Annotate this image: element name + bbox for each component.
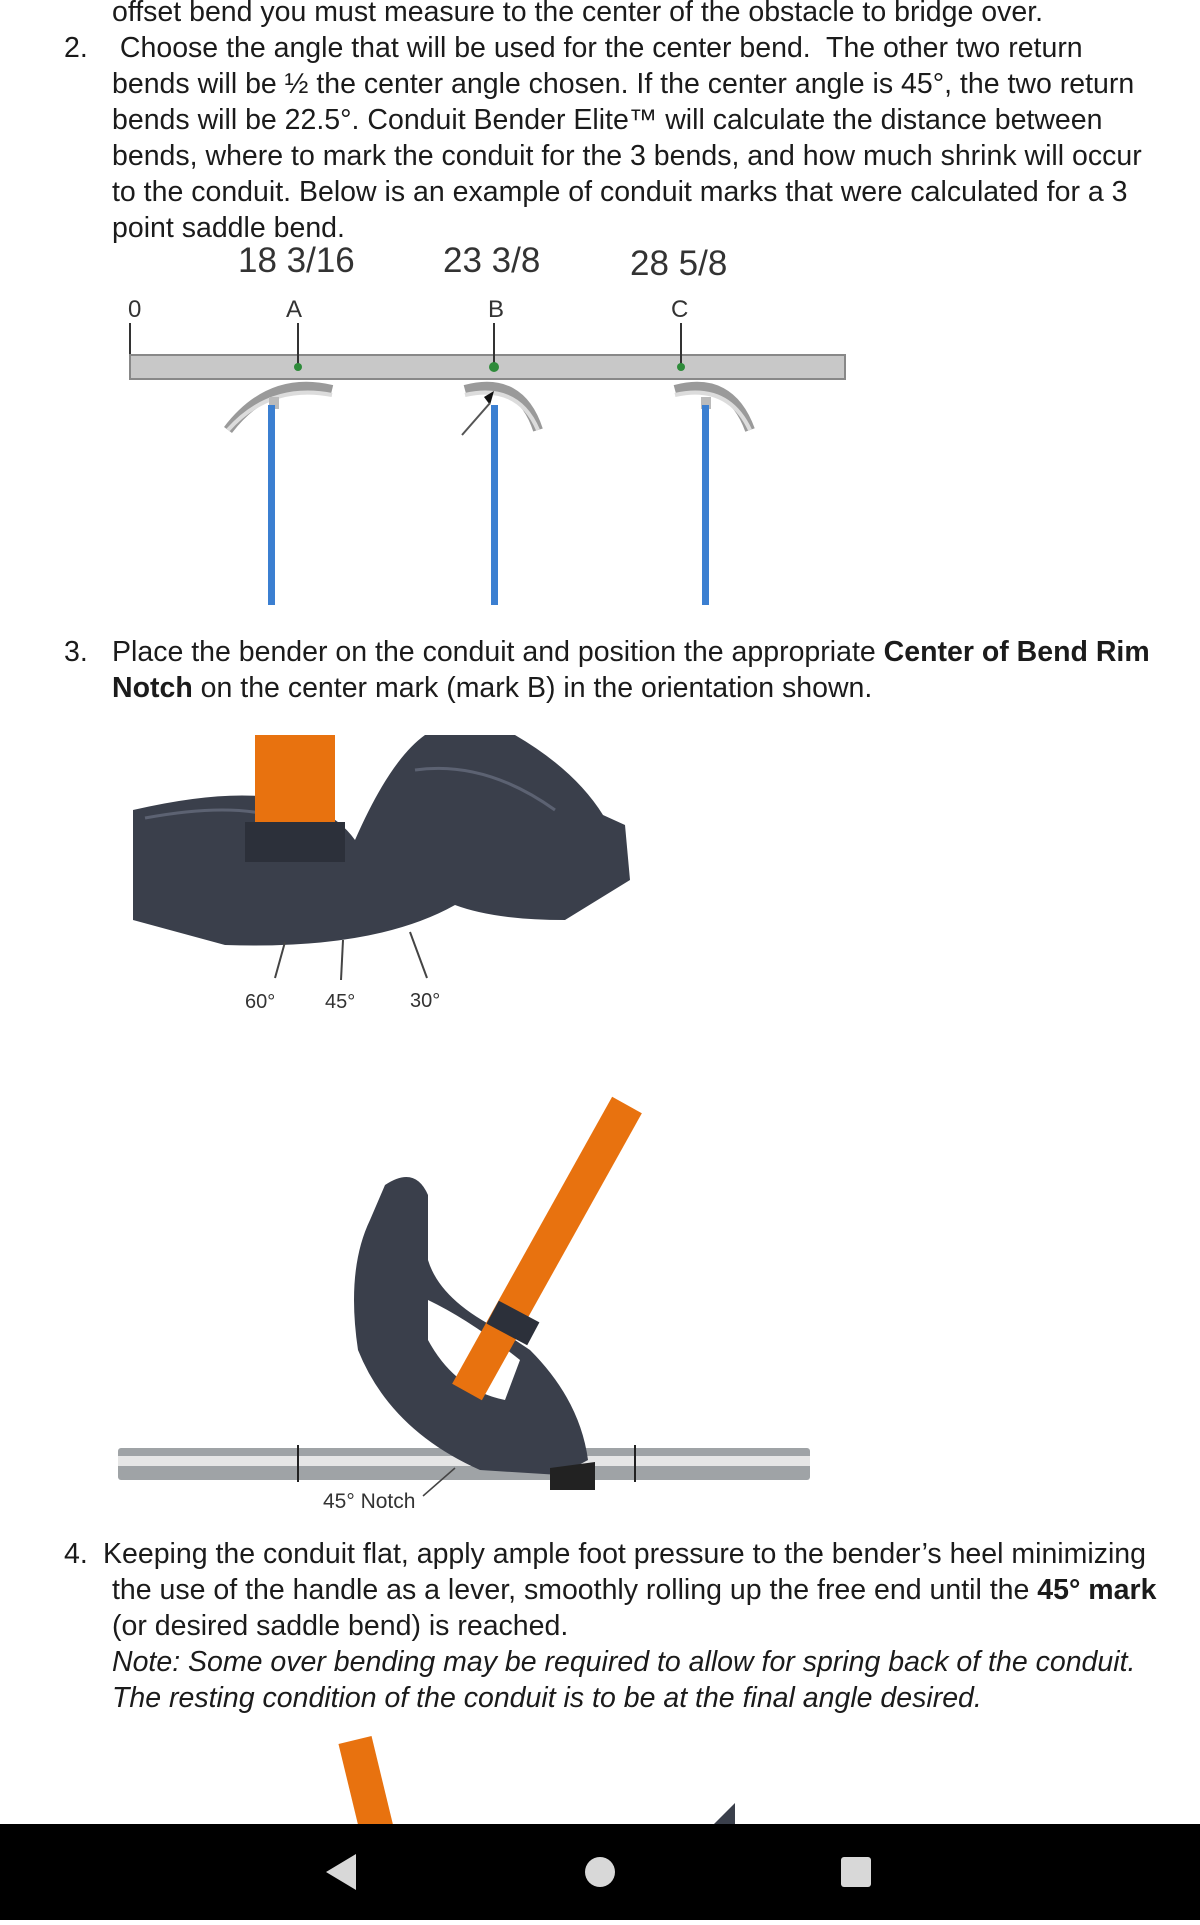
step-4-note-2 — [112, 1680, 1192, 1716]
step-3-bold-center-of-bend: Center of Bend Rim — [883, 636, 1150, 668]
nav-back-button[interactable] — [283, 1824, 403, 1920]
step-3-line-2 — [112, 670, 1192, 706]
mark-c-letter: C — [671, 296, 689, 323]
bender-at-mark-b — [462, 387, 538, 605]
step-4-line-2-text: the use of the handle as a lever, smoothly rolling up the free end until the — [112, 1574, 1038, 1606]
mark-c-distance: 28 5/8 — [630, 245, 728, 283]
step-4-bold-45-mark: 45° mark — [1037, 1574, 1157, 1606]
step-3-number: 3. — [64, 636, 88, 668]
handle-pipe-partial — [355, 1740, 378, 1824]
step-2-line-2: bends will be ½ the center angle chosen. If the center angle is 45°, the two return — [112, 68, 1135, 100]
step-3-bold-notch: Notch — [112, 672, 193, 704]
bender-at-mark-a — [228, 387, 332, 605]
conduit-bar — [130, 355, 845, 379]
recents-square-icon — [796, 1824, 916, 1920]
bender-on-conduit-illustration — [110, 1090, 830, 1520]
step-4-line-3: (or desired saddle bend) is reached. — [112, 1610, 569, 1642]
step-4-note-1 — [112, 1644, 1192, 1680]
step-2-line-5: to the conduit. Below is an example of conduit marks that were calculated for a 3 — [112, 176, 1128, 208]
bender-head-shape — [133, 735, 630, 946]
angle-60-label: 60° — [245, 991, 276, 1013]
system-navigation-bar — [0, 1824, 1200, 1920]
angle-30-label: 30° — [410, 990, 441, 1012]
notch-label: 45° Notch — [323, 1490, 416, 1513]
mark-b-distance: 23 3/8 — [443, 245, 541, 280]
partial-next-illustration — [330, 1735, 780, 1824]
step-3-text-after: on the center mark (mark B) in the orientation shown. — [192, 672, 873, 704]
home-circle-icon — [540, 1824, 660, 1920]
step-4-note-2-text: The resting condition of the conduit is to be at the final angle desired. — [112, 1682, 982, 1714]
conduit-pipe-orange — [255, 735, 335, 825]
step-4-line-2 — [112, 1572, 1200, 1608]
angle-45-label: 45° — [325, 991, 356, 1013]
bender-at-mark-c — [675, 387, 750, 605]
step-4-line-1: Keeping the conduit flat, apply ample foot pressure to the bender’s heel minimizing — [103, 1538, 1146, 1570]
step-2-line-1: Choose the angle that will be used for the center bend. The other two return — [112, 32, 1083, 64]
step-4-number: 4. — [64, 1538, 88, 1570]
bender-handle-pipe — [467, 1105, 627, 1392]
zero-mark-label: 0 — [128, 296, 142, 323]
conduit-marks-diagram — [110, 245, 850, 625]
step-2-line-3: bends will be 22.5°. Conduit Bender Elite™ will calculate the distance between — [112, 104, 1103, 136]
step-2-number: 2. — [64, 32, 88, 64]
step-2-line-6: point saddle bend. — [112, 212, 345, 244]
mark-a-letter: A — [286, 296, 303, 323]
back-triangle-icon — [283, 1824, 403, 1920]
step-2-line-4: bends, where to mark the conduit for the 3 bends, and how much shrink will occur — [112, 140, 1142, 172]
bender-head-illustration — [125, 730, 645, 1020]
step-3-line-1 — [112, 634, 1192, 670]
mark-a-distance: 18 3/16 — [238, 245, 355, 280]
intro-line: offset bend you must measure to the center of the obstacle to bridge over. — [112, 0, 1044, 28]
nav-recents-button[interactable] — [796, 1824, 916, 1920]
mark-b-letter: B — [488, 296, 505, 323]
nav-home-button[interactable] — [540, 1824, 660, 1920]
step-4-note-1-text: Note: Some over bending may be required to allow for spring back of the conduit. — [112, 1646, 1136, 1678]
step-3-text-before: Place the bender on the conduit and position the appropriate — [112, 636, 884, 668]
